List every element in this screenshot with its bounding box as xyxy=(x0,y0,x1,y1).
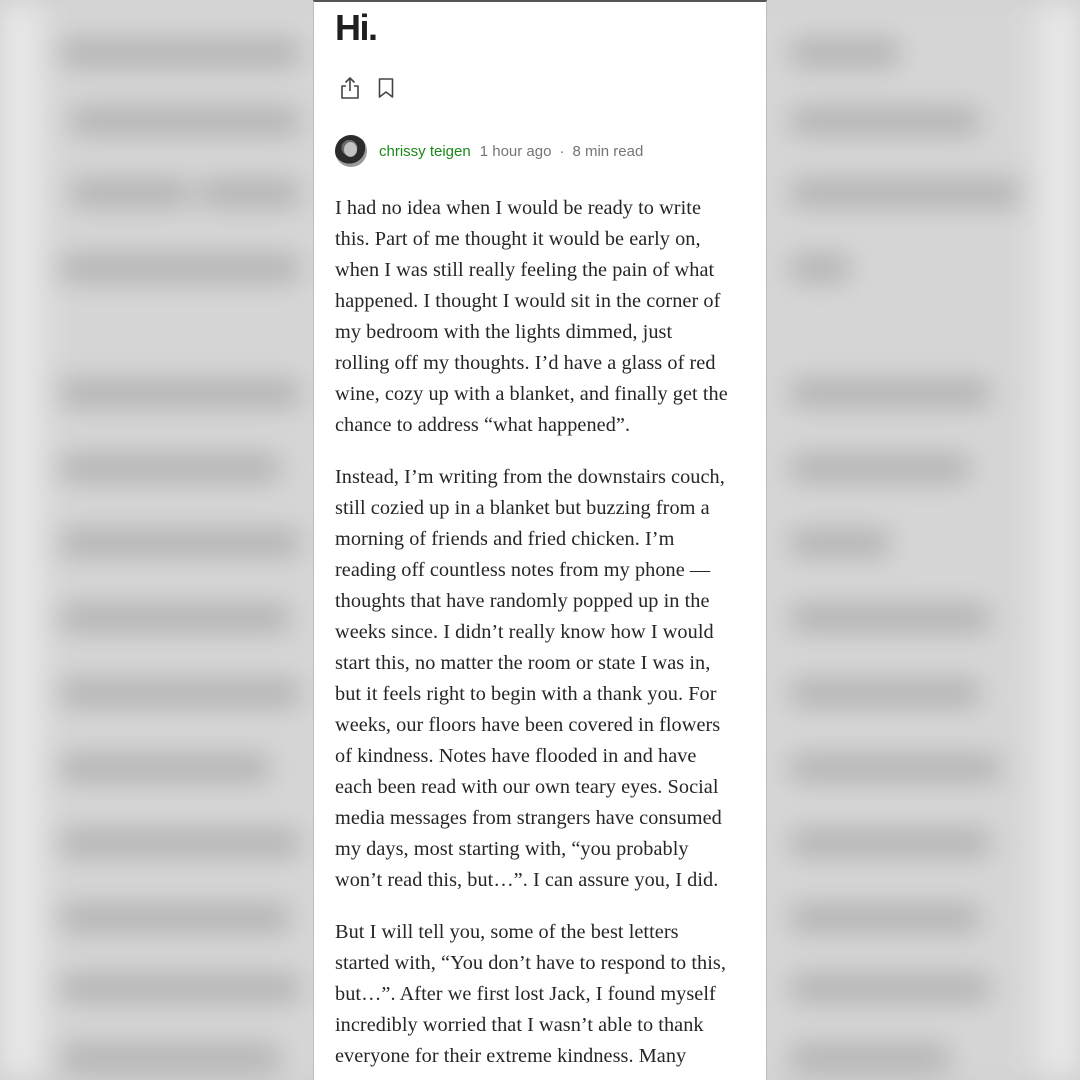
bookmark-button[interactable] xyxy=(375,75,397,101)
backdrop-stripe xyxy=(790,255,850,281)
backdrop-stripe xyxy=(790,830,990,856)
publish-time: 1 hour ago xyxy=(479,142,552,160)
backdrop-stripe xyxy=(60,905,290,931)
backdrop-edge-left xyxy=(0,0,40,1080)
backdrop-stripe xyxy=(790,975,990,1001)
backdrop-stripe xyxy=(790,530,890,556)
backdrop-stripe xyxy=(790,605,990,631)
paragraph: I had no idea when I would be ready to write this. Part of me thought it would be early on, when I was still really feeling the pain of what happened. I thought I would sit in the corner of my bedroom with the lights dimmed, just rolling off my thoughts. I’d have a glass of red wine, cozy up with a blanket, and finally get the chance to address “what happened”. xyxy=(335,197,728,436)
bookmark-icon xyxy=(377,77,395,99)
backdrop-stripe xyxy=(60,830,300,856)
backdrop-stripe xyxy=(790,905,980,931)
backdrop-stripe xyxy=(60,255,300,281)
author-link[interactable]: chrissy teigen xyxy=(379,142,471,160)
paragraph: But I will tell you, some of the best letters started with, “You don’t have to respond to this, but…”. After we first lost Jack, I found myself incredibly worried that I wasn’t able to thank everyone for their extreme kindness. Many xyxy=(335,921,726,1067)
backdrop-stripe xyxy=(60,40,300,66)
backdrop-stripe xyxy=(790,108,980,134)
backdrop-stripe xyxy=(200,180,300,206)
backdrop-stripe xyxy=(790,380,990,406)
article-actions xyxy=(339,75,397,101)
byline xyxy=(335,134,643,168)
backdrop-stripe xyxy=(790,680,980,706)
backdrop-stripe xyxy=(790,40,900,66)
backdrop-stripe xyxy=(60,975,300,1001)
backdrop-stripe xyxy=(60,1045,280,1071)
backdrop-stripe xyxy=(70,108,300,134)
backdrop-stripe xyxy=(60,755,270,781)
backdrop-edge-right xyxy=(1040,0,1080,1080)
paragraph: Instead, I’m writing from the downstairs couch, still cozied up in a blanket but buzzing from a morning of friends and fried chicken. I’m reading off countless notes from my phone — thoughts that have randomly popped up in the weeks since. I didn’t really know how I would start this, no matter the room or state I was in, but it feels right to begin with a thank you. For weeks, our floors have been covered in flowers of kindness. Notes have flooded in and have each been read with our own teary eyes. Social media messages from strangers have consumed my days, most starting with, “you probably won’t read this, but…”. I can assure you, I did. xyxy=(335,466,725,891)
avatar[interactable] xyxy=(335,135,367,167)
backdrop-stripe xyxy=(60,455,280,481)
backdrop-stripe xyxy=(60,380,300,406)
backdrop-stripe xyxy=(60,530,300,556)
article-card xyxy=(313,0,767,1080)
backdrop-stripe xyxy=(70,180,190,206)
backdrop-stripe xyxy=(60,605,290,631)
backdrop-stripe xyxy=(790,1045,950,1071)
backdrop-stripe xyxy=(790,180,1020,206)
read-time: 8 min read xyxy=(572,142,644,160)
backdrop-stripe xyxy=(790,755,1000,781)
backdrop-stripe xyxy=(790,455,970,481)
article-body xyxy=(335,193,747,1080)
backdrop-stripe xyxy=(60,680,300,706)
meta-separator: · xyxy=(559,142,565,160)
share-button[interactable] xyxy=(339,75,361,101)
article-title: Hi. xyxy=(335,7,377,48)
share-icon xyxy=(340,76,360,100)
